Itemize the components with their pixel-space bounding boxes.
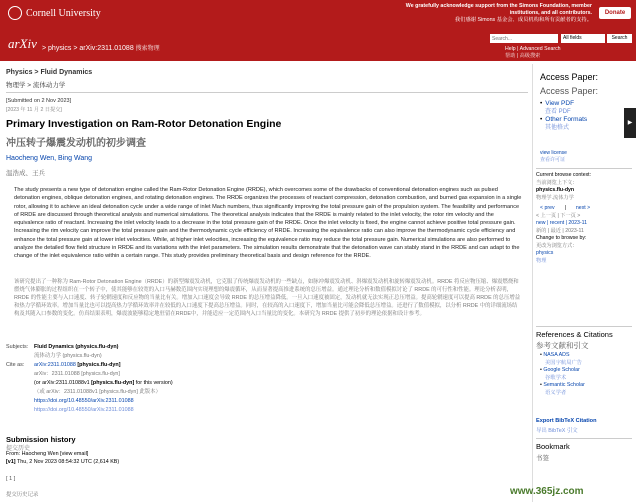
authors-cn: 温浩成、王兵: [6, 170, 45, 177]
history-title: Submission history: [6, 435, 76, 444]
history-v1: [v1] Thu, 2 Nov 2023 08:54:32 UTC (2,614 KB): [6, 459, 120, 465]
divider: [6, 92, 528, 93]
paper-title: Primary Investigation on Ram-Rotor Detonation Engine: [6, 118, 282, 130]
feedback-tab[interactable]: ▶: [624, 108, 636, 138]
donate-button[interactable]: Donate: [599, 7, 631, 19]
authors[interactable]: Haocheng Wen, Bing Wang: [6, 155, 92, 162]
cornell-seal-icon: [8, 6, 22, 20]
bookmark-title: Bookmark: [536, 442, 570, 451]
breadcrumb: > physics > arXiv:2311.01088 搜索物理: [42, 45, 160, 52]
metadata-table: Subjects: Fluid Dynamics (physics.flu-dyn) 流体动力学 (physics.flu-dyn) Cite as: arXiv:2311.01088 [physics.flu-dyn] arXiv：2311.01088 [physics.flu-dyn] (or arXiv:2311.01088v1 [physics.flu-dyn] for this version) （或 arXiv：2311.01088v1 [physics.flu-dyn] 此版本） https://doi.org/10.48550/arXiv.2311.01088 https://doi.org/10.48550/arXiv.2311.01088: [6, 343, 526, 415]
cornell-logo[interactable]: Cornell University: [8, 6, 101, 20]
submitted-date: [Submitted on 2 Nov 2023]: [6, 98, 72, 104]
prev-link[interactable]: < prev: [540, 205, 555, 211]
history-from: From: Haocheng Wen [view email]: [6, 451, 89, 457]
divider: [536, 326, 632, 327]
download-list: • View PDF 查看 PDF • Other Formats 其他格式: [540, 100, 588, 131]
help-links[interactable]: Help | Advanced Search 帮助 | 高级搜索: [505, 46, 561, 59]
history-title-cn: 提交历史: [6, 446, 31, 452]
license-link[interactable]: view license 查看许可证: [540, 150, 567, 163]
view-pdf-link[interactable]: View PDF: [545, 100, 575, 107]
divider: [536, 438, 632, 439]
submitted-date-cn: [2023 年 11 月 2 日提交]: [6, 107, 62, 113]
search-field-select[interactable]: All fields: [561, 34, 605, 43]
support-message: We gratefully acknowledge support from the Simons Foundation, member institutions, and all contributors. 我们感谢 Simons 基金会、成员机构和所有贡献者的支持。: [405, 3, 592, 23]
watermark: www.365jz.com: [510, 486, 584, 497]
search-button[interactable]: Search: [607, 34, 632, 43]
export-bibtex-link[interactable]: Export BibTeX Citation: [536, 418, 597, 424]
access-paper-title: Access Paper:: [540, 72, 599, 82]
arxiv-logo[interactable]: arXiv: [8, 36, 37, 51]
browse-context: Current browse context: 当前浏览上下文： physics.flu-dyn 物理学.流体力学 < prev | next > < 上一页 | 下一页 > new | recent | 2023-11 新的 | 最近 | 2023-11 Change to browse by: 更改为浏览方式： physics 物理: [536, 172, 632, 265]
next-link[interactable]: next >: [575, 205, 591, 211]
top-support-bar: [0, 0, 636, 26]
divider: [536, 168, 632, 169]
subject-breadcrumb-cn: 物理学 > 流体动力学: [6, 82, 66, 89]
physics-link[interactable]: physics: [536, 250, 554, 256]
references-title-cn: 参考文献和引文: [536, 341, 589, 350]
abstract-cn: 该研究提出了一种称为 Ram-Rotor Detonation Engine（RRDE）的新型爆震发动机，它克服了传统爆震发动机的一些缺点，如脉冲爆震发动机、斜爆震发动机和旋转爆震发动机。RRDE 将反应物压缩、爆震燃烧和燃烧气体膨胀的过程组织在一个转子中，使其能够在较宽的入口马赫数范围内实现理想的爆震循环，从而显著提高推进系统的总压增益。通过理论分析和数值模拟讨论了 RRDE 的可行性和性能。理论分析表明，RRDE 的性能主要与入口速度、转子轮辋速度和反应物的当量比有关。增加入口速度会导致 RRDE 的总压增益降低。一旦入口速度被固定，发动机就无法实现正总压增益。提高轮辋速度可以提高 RRDE 的总压增益和热力学循环效率。增加当量比也可以提高热力学循环效率并在较低的入口速度下提高总压增益。同时，在较高的入口速度下，增加当量比可能会降低总压增益。还进行了数值模拟，以分析 RRDE 中的详细流场结构及其随入口参数的变化。仿真结果表明，爆震波能够稳定地驻留在RRDE中，并能适应一定范围内入口当量比的变化。本研究为 RRDE 提供了初步的理论依据和设计参考。: [14, 279, 521, 317]
doi-link[interactable]: https://doi.org/10.48550/arXiv.2311.01088: [34, 398, 134, 404]
references-list: • NASA ADS 美国宇航局广告 • Google Scholar 谷歌学术 • Semantic Scholar 语义学者: [540, 352, 585, 396]
google-scholar-link[interactable]: Google Scholar: [543, 367, 580, 373]
access-paper-title-cn: Access Paper:: [540, 86, 599, 96]
export-bibtex-link-cn[interactable]: 导出 BibTeX 引文: [536, 428, 578, 434]
semantic-scholar-link[interactable]: Semantic Scholar: [543, 382, 585, 388]
recent-nav[interactable]: new | recent | 2023-11: [536, 220, 588, 226]
search-input[interactable]: [490, 34, 558, 43]
cite-link[interactable]: arXiv:2311.01088: [34, 362, 76, 368]
bookmark-title-cn: 书签: [536, 455, 549, 462]
footer-cn: 提交历史记录: [6, 492, 39, 498]
page-indicator: [ 1 ]: [6, 476, 16, 482]
references-title: References & Citations: [536, 330, 613, 339]
nasa-ads-link[interactable]: NASA ADS: [543, 352, 570, 358]
paper-title-cn: 冲压转子爆震发动机的初步调查: [6, 138, 146, 149]
other-formats-link[interactable]: Other Formats: [545, 116, 588, 123]
subject-breadcrumb: Physics > Fluid Dynamics: [6, 69, 93, 76]
abstract: The study presents a new type of detonation engine called the Ram-Rotor Detonation Engine (RRDE), which overcomes some of the drawbacks of conventional detonation engines such as pulsed detonation engines, oblique detonation engines, and rotating detonation engines. The RRDE organizes the processes of reactant compression, detonation combustion, and burned gas expansion in a single rotor, allowing it to achieve an ideal detonation cycle under a wide range of inlet Mach numbers, thus significantly improving the total pressure gain of the propulsion system. The feasibility and performance of RRDE are discussed through theoretical analysis and numerical simulations. The theoretical analysis indicates that the RRDE is mainly related to the inlet velocity, the rotor rim velocity and the equivalence ratio of reactant. Increasing the inlet velocity leads to a decrease in the total pressure gain of the RRDE. Once the inlet velocity is fixed, the engine cannot achieve positive total pressure gain. Increasing the rim velocity can improve the total pressure gain and the thermodynamic cycle efficiency of RRDE. Increasing the equivalence ratio can also improve the thermodynamic cycle efficiency and enhance the total pressure gain at lower inlet velocities. While, at higher inlet velocities, increasing the equivalence ratio may reduce the total pressure gain. Numerical simulations are also performed to analyze the detailed flow field structure in RRDE and its variations with the inlet parameters. The simulation results demonstrate that the detonation wave can stably stand in the RRDE and can adapt to the change of the inlet equivalence ratio within a certain range. This study provides preliminary theoretical basis and design reference for the RRDE.: [14, 187, 522, 260]
